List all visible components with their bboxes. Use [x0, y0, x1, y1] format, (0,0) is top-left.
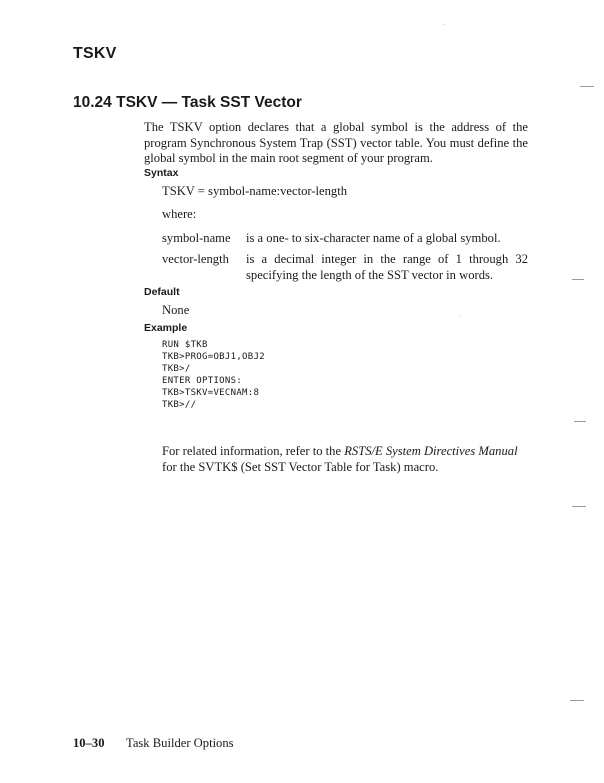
definition-description: is a decimal integer in the range of 1 through 32 specifying the length of the SST vector in words.	[246, 252, 528, 282]
margin-mark	[572, 279, 584, 280]
code-line: ENTER OPTIONS:	[162, 376, 243, 386]
section-name: TSKV — Task SST Vector	[116, 94, 302, 111]
where-label: where:	[162, 207, 197, 221]
default-value: None	[162, 303, 190, 317]
syntax-line: TSKV = symbol-name:vector-length	[162, 184, 347, 198]
section-number: 10.24	[73, 94, 112, 111]
example-heading: Example	[144, 322, 188, 334]
margin-mark	[572, 506, 586, 507]
margin-mark	[580, 86, 594, 87]
footer-title: Task Builder Options	[126, 736, 234, 750]
syntax-heading: Syntax	[144, 167, 179, 179]
code-line: TKB>//	[162, 400, 197, 410]
margin-mark	[574, 421, 586, 422]
default-heading: Default	[144, 286, 180, 298]
scan-dot	[444, 24, 445, 25]
code-line: RUN $TKB	[162, 340, 208, 350]
related-info	[162, 444, 528, 475]
definition-term: vector-length	[162, 252, 229, 266]
page-number: 10–30	[73, 736, 105, 750]
example-code	[162, 339, 265, 411]
running-head: TSKV	[73, 45, 117, 62]
related-suffix: for the SVTK$ (Set SST Vector Table for Task) macro.	[162, 459, 439, 474]
intro-paragraph: The TSKV option declares that a global symbol is the address of the program Synchronous System Trap (SST) vector table. You must define the global symbol in the main root segment of your program.	[144, 120, 528, 165]
definition-term: symbol-name	[162, 231, 231, 245]
definition-description: is a one- to six-character name of a global symbol.	[246, 231, 501, 245]
code-line: TKB>TSKV=VECNAM:8	[162, 388, 260, 398]
manual-title: RSTS/E System Directives Manual	[344, 444, 518, 458]
section-title	[73, 94, 302, 112]
code-line: TKB>/	[162, 364, 191, 374]
related-prefix: For related information, refer to the	[162, 444, 345, 458]
scan-dot	[460, 316, 461, 317]
margin-mark	[570, 700, 584, 701]
code-line: TKB>PROG=OBJ1,OBJ2	[162, 352, 265, 362]
